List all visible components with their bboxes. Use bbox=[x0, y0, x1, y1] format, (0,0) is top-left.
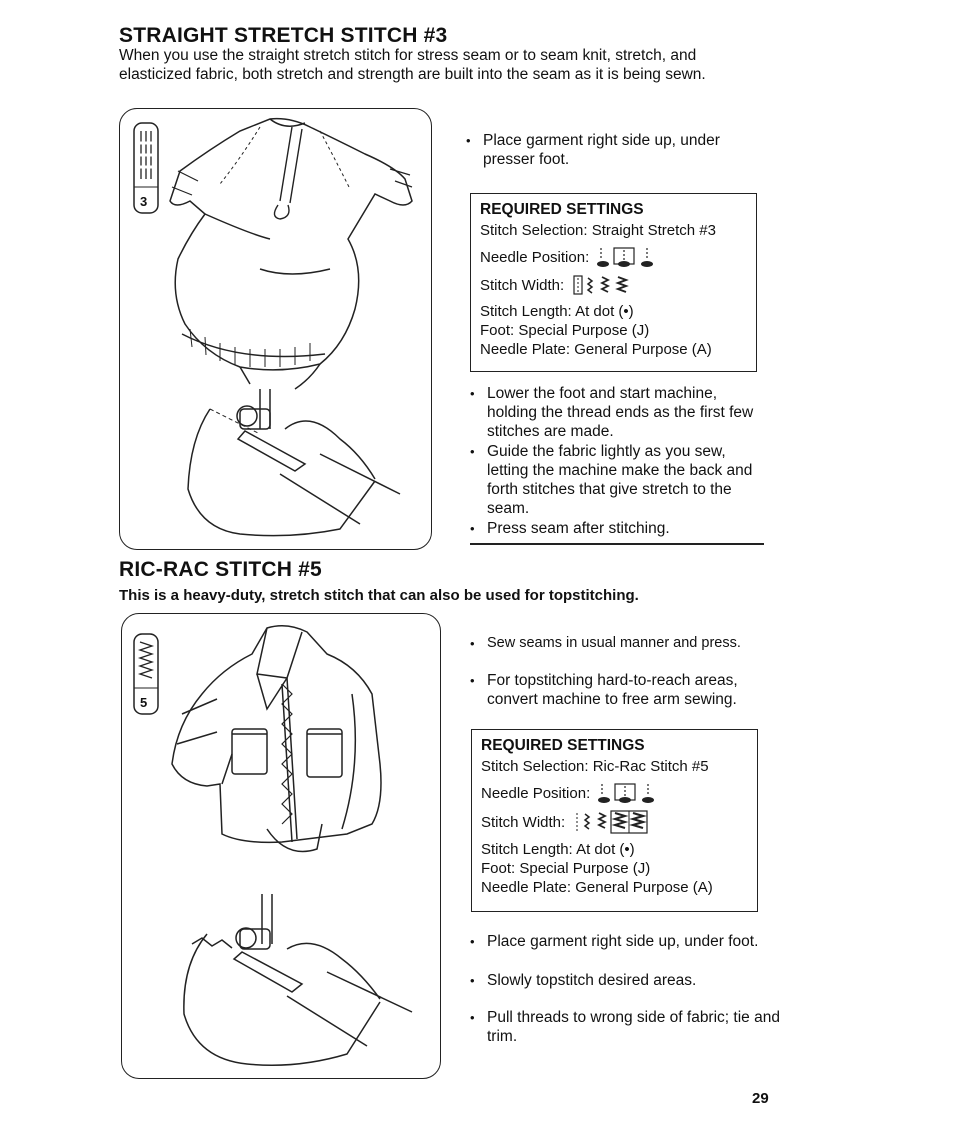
list-item: • Place garment right side up, under presser foot. bbox=[466, 131, 766, 169]
section-intro-ric-rac: This is a heavy-duty, stretch stitch that can also be used for topstitching. bbox=[119, 587, 639, 604]
stitch-selection: Stitch Selection: Straight Stretch #3 bbox=[480, 222, 716, 239]
list-item: • Press seam after stitching. bbox=[470, 519, 760, 538]
list-item: • Place garment right side up, under foot. bbox=[470, 932, 790, 951]
stitch-width-row bbox=[480, 274, 747, 296]
list-item: • Pull threads to wrong side of fabric; tie and trim. bbox=[470, 1008, 790, 1046]
stitch-selection: Stitch Selection: Ric-Rac Stitch #5 bbox=[481, 758, 709, 775]
stitch-width-label: Stitch Width: bbox=[480, 276, 565, 294]
list-item: • Lower the foot and start machine, holding the thread ends as the first few stitches are made. bbox=[470, 384, 760, 441]
illustration-shirt-sewing bbox=[121, 613, 441, 1079]
section-title-ric-rac: RIC-RAC STITCH #5 bbox=[119, 558, 322, 581]
list-item: • For topstitching hard-to-reach areas, convert machine to free arm sewing. bbox=[470, 671, 785, 709]
needle-plate-setting: Needle Plate: General Purpose (A) bbox=[481, 879, 713, 896]
settings-title: REQUIRED SETTINGS bbox=[481, 737, 645, 754]
stitch-width-label: Stitch Width: bbox=[481, 813, 566, 831]
needle-position-label: Needle Position: bbox=[480, 248, 590, 266]
needle-plate-setting: Needle Plate: General Purpose (A) bbox=[480, 341, 712, 358]
list-item: • Slowly topstitch desired areas. bbox=[470, 971, 790, 990]
stitch-length: Stitch Length: At dot (•) bbox=[480, 303, 634, 320]
stitch-number-badge: 3 bbox=[140, 194, 148, 209]
needle-position-row bbox=[481, 782, 748, 804]
needle-position-row bbox=[480, 246, 747, 268]
required-settings-box-2 bbox=[471, 729, 758, 912]
stitch-width-icon bbox=[572, 274, 642, 296]
stitch-length: Stitch Length: At dot (•) bbox=[481, 841, 635, 858]
bullet-list-top-2 bbox=[470, 634, 785, 709]
needle-position-icon bbox=[597, 246, 655, 268]
required-settings-box-1 bbox=[470, 193, 757, 372]
foot-setting: Foot: Special Purpose (J) bbox=[480, 322, 650, 339]
needle-position-icon bbox=[598, 782, 656, 804]
stitch-width-icon bbox=[573, 810, 657, 834]
bullet-list-bottom-1 bbox=[470, 384, 760, 538]
shirt-sewing-drawing bbox=[122, 614, 441, 1079]
section-title-straight-stretch: STRAIGHT STRETCH STITCH #3 bbox=[119, 24, 448, 47]
settings-title: REQUIRED SETTINGS bbox=[480, 201, 644, 218]
needle-position-label: Needle Position: bbox=[481, 784, 591, 802]
section-divider bbox=[470, 543, 764, 545]
bullet-list-bottom-2 bbox=[470, 932, 790, 1046]
illustration-dress-sewing bbox=[119, 108, 432, 550]
foot-setting: Foot: Special Purpose (J) bbox=[481, 860, 651, 877]
dress-sewing-drawing bbox=[120, 109, 432, 550]
list-item: • Sew seams in usual manner and press. bbox=[470, 634, 785, 653]
stitch-number-badge: 5 bbox=[140, 695, 148, 710]
list-item: • Guide the fabric lightly as you sew, letting the machine make the back and forth stitches that give stretch to the seam. bbox=[470, 442, 760, 518]
stitch-width-row bbox=[481, 810, 748, 834]
page-number: 29 bbox=[752, 1090, 769, 1107]
section-intro-straight-stretch: When you use the straight stretch stitch for stress seam or to seam knit, stretch, and elasticized fabric, both stretch and strength are built into the seam as it is being sewn. bbox=[119, 47, 706, 83]
bullet-list-top-1 bbox=[466, 131, 766, 169]
